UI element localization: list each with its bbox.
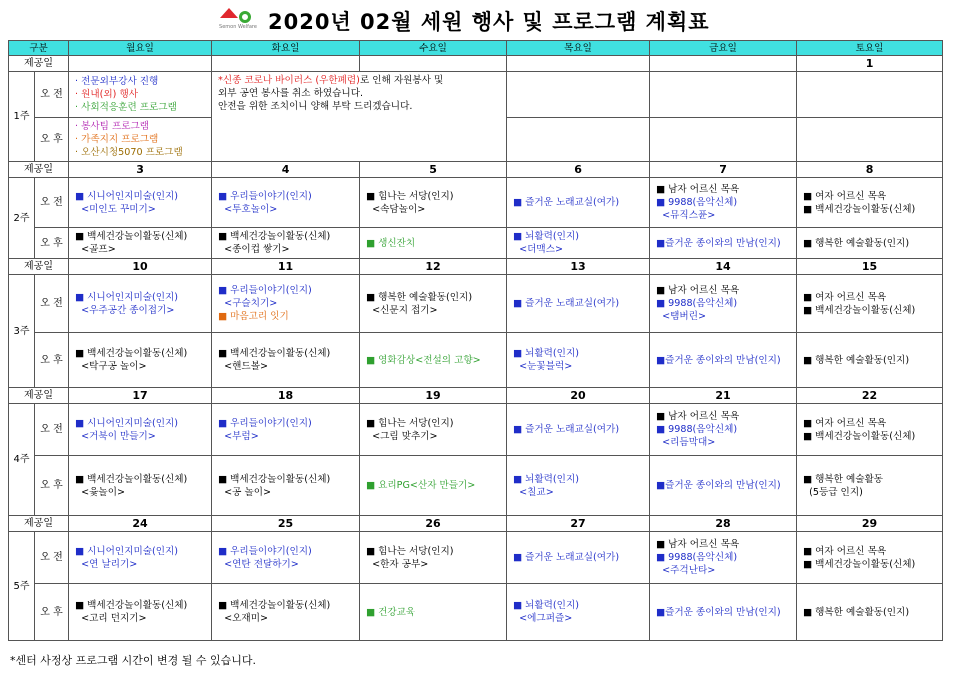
schedule-cell: [212, 178, 360, 228]
schedule-cell: [650, 275, 797, 333]
program-item: ■ 남자 어르신 목욕: [656, 184, 740, 195]
notice-cell: [212, 72, 507, 162]
date-cell: 21: [650, 388, 797, 404]
am-label: 오 전: [35, 275, 69, 333]
program-item: ■ 행복한 예술활동(인지): [803, 237, 910, 249]
schedule-cell: [212, 333, 360, 388]
schedule-cell: [650, 228, 797, 259]
date-row: [9, 388, 943, 404]
schedule-cell: [360, 532, 507, 584]
schedule-cell: [650, 118, 797, 162]
schedule-cell: [507, 456, 650, 516]
schedule-cell: [507, 72, 650, 118]
schedule-cell: [797, 275, 943, 333]
date-row: [9, 56, 943, 72]
program-item: <칠교>: [513, 486, 554, 498]
program-item: ■ 남자 어르신 목욕: [656, 411, 740, 422]
page-header: [0, 0, 960, 40]
program-item: ■ 백세건강놀이활동(신체): [218, 231, 331, 242]
program-item: ■ 백세건강놀이활동(신체): [218, 473, 331, 485]
program-item: ■ 행복한 예술활동(인지): [803, 354, 910, 366]
schedule-cell: [507, 275, 650, 333]
program-item: <거북이 만들기>: [75, 430, 156, 442]
program-item: <그림 맞추기>: [366, 430, 438, 442]
date-cell: 28: [650, 516, 797, 532]
week-label: 1주: [9, 72, 35, 162]
am-label: 오 전: [35, 178, 69, 228]
schedule-cell: [360, 275, 507, 333]
program-item: ■ 힘나는 서당(인지): [366, 545, 454, 557]
program-item: <투호놀이>: [218, 203, 278, 215]
program-item: · 원내(외) 행사: [75, 89, 138, 100]
date-cell: 26: [360, 516, 507, 532]
pm-label: 오 후: [35, 584, 69, 641]
dates-label: 제공일: [9, 388, 69, 404]
morning-row: [9, 404, 943, 456]
schedule-cell: [650, 584, 797, 641]
afternoon-row: [9, 456, 943, 516]
program-item: ■ 뇌활력(인지): [513, 600, 579, 611]
program-item: ■즐거운 종이와의 만남(인지): [656, 354, 781, 366]
program-item: ■ 9988(음악신체): [656, 298, 738, 309]
program-item: ■ 백세건강놀이활동(신체): [803, 203, 916, 215]
date-cell: 25: [212, 516, 360, 532]
program-item: <연탄 전달하기>: [218, 558, 299, 570]
schedule-cell: [507, 584, 650, 641]
program-item: ■ 여자 어르신 목욕: [803, 545, 887, 557]
date-cell: 19: [360, 388, 507, 404]
program-item: ■ 9988(음악신체): [656, 197, 738, 208]
program-item: <탬버린>: [656, 311, 706, 322]
program-item: <핸드볼>: [218, 361, 268, 372]
date-cell: [507, 56, 650, 72]
program-item: <에그퍼즐>: [513, 613, 573, 624]
program-item: ■ 우리들이야기(인지): [218, 545, 312, 557]
date-row: [9, 516, 943, 532]
program-item: ■ 백세건강놀이활동(신체): [75, 473, 188, 485]
header-friday: 금요일: [650, 41, 797, 56]
date-cell: [360, 56, 507, 72]
program-item: <미인도 꾸미기>: [75, 203, 156, 215]
schedule-cell: [507, 532, 650, 584]
schedule-cell: [69, 178, 212, 228]
schedule-cell: [212, 275, 360, 333]
program-item: <공 놀이>: [218, 486, 272, 498]
schedule-cell: [650, 532, 797, 584]
program-item: · 사회적응훈련 프로그램: [75, 102, 177, 113]
header-category: 구분: [9, 41, 69, 56]
program-item: <리듬막대>: [656, 437, 716, 448]
schedule-cell: [507, 404, 650, 456]
program-item: ■ 시니어인지미술(인지): [75, 190, 179, 202]
house-roof-icon: [220, 8, 238, 18]
program-item: <뮤직스퓬>: [656, 210, 716, 221]
program-item: ■ 행복한 예술활동(인지): [803, 606, 910, 618]
program-item: ■ 9988(음악신체): [656, 424, 738, 435]
program-item: <더맥스>: [513, 244, 563, 255]
date-cell: 11: [212, 259, 360, 275]
dates-label: 제공일: [9, 162, 69, 178]
schedule-cell: [797, 404, 943, 456]
program-item: ■ 9988(음악신체): [656, 552, 738, 563]
program-item: ■ 우리들이야기(인지): [218, 417, 312, 429]
schedule-cell: [212, 584, 360, 641]
program-item: ■ 시니어인지미술(인지): [75, 417, 179, 429]
program-item: ■ 즐거운 노래교실(여가): [513, 552, 620, 563]
program-item: ■ 여자 어르신 목욕: [803, 417, 887, 429]
notice-line-1: [218, 74, 500, 87]
am-label: 오 전: [35, 72, 69, 118]
date-row: [9, 259, 943, 275]
date-cell: 8: [797, 162, 943, 178]
schedule-cell: [360, 333, 507, 388]
program-item: ■ 즐거운 노래교실(여가): [513, 298, 620, 309]
schedule-cell: [797, 456, 943, 516]
dates-label: 제공일: [9, 516, 69, 532]
schedule-cell: [797, 178, 943, 228]
schedule-cell: [69, 275, 212, 333]
header-wednesday: 수요일: [360, 41, 507, 56]
dates-label: 제공일: [9, 259, 69, 275]
header-thursday: 목요일: [507, 41, 650, 56]
schedule-cell: [360, 228, 507, 259]
program-item: ■ 생신잔치: [366, 237, 416, 249]
schedule-cell: [69, 333, 212, 388]
schedule-cell: [797, 532, 943, 584]
date-cell: 20: [507, 388, 650, 404]
program-item: ■ 백세건강놀이활동(신체): [218, 600, 331, 611]
notice-line-3: 안전을 위한 조치이니 양해 부탁 드리겠습니다.: [218, 101, 413, 112]
am-label: 오 전: [35, 532, 69, 584]
program-item: <속담놀이>: [366, 203, 426, 215]
date-cell: 27: [507, 516, 650, 532]
program-item: ■즐거운 종이와의 만남(인지): [656, 606, 781, 618]
program-item: ■ 시니어인지미술(인지): [75, 545, 179, 557]
notice-line-1-rest: 로 인해 자원봉사 및: [359, 75, 444, 86]
schedule-cell: [650, 404, 797, 456]
footnote: *센터 사정상 프로그램 시간이 변경 될 수 있습니다.: [10, 654, 256, 667]
program-item: ■즐거운 종이와의 만남(인지): [656, 237, 781, 249]
program-item: ■ 우리들이야기(인지): [218, 190, 312, 202]
schedule-cell: [507, 178, 650, 228]
afternoon-row: [9, 333, 943, 388]
schedule-cell: [650, 72, 797, 118]
date-cell: 24: [69, 516, 212, 532]
date-cell: 1: [797, 56, 943, 72]
program-item: ■ 백세건강놀이활동(신체): [803, 558, 916, 570]
schedule-table: [8, 40, 943, 641]
program-item: <눈꽃블럭>: [513, 361, 573, 372]
schedule-cell: [360, 456, 507, 516]
date-cell: 4: [212, 162, 360, 178]
program-item: ■즐거운 종이와의 만남(인지): [656, 480, 781, 491]
date-cell: 5: [360, 162, 507, 178]
afternoon-row: [9, 584, 943, 641]
pm-label: 오 후: [35, 333, 69, 388]
schedule-cell: [212, 456, 360, 516]
center-logo: [218, 6, 262, 36]
dates-label: 제공일: [9, 56, 69, 72]
program-item: · 봉사팀 프로그램: [75, 121, 150, 132]
date-cell: 17: [69, 388, 212, 404]
schedule-cell: [650, 333, 797, 388]
header-monday: 월요일: [69, 41, 212, 56]
program-item: ■ 힘나는 서당(인지): [366, 417, 454, 429]
header-saturday: 토요일: [797, 41, 943, 56]
date-cell: 10: [69, 259, 212, 275]
program-item: <고리 던지기>: [75, 613, 147, 624]
schedule-cell: [507, 118, 650, 162]
program-item: <신문지 접기>: [366, 304, 438, 316]
schedule-cell: [507, 228, 650, 259]
pm-label: 오 후: [35, 456, 69, 516]
program-item: ■ 백세건강놀이활동(신체): [803, 304, 916, 316]
schedule-cell: [507, 333, 650, 388]
program-item: ■ 백세건강놀이활동(신체): [803, 430, 916, 442]
notice-line-2: 외부 공연 봉사를 취소 하였습니다.: [218, 88, 364, 99]
program-item: <윷놀이>: [75, 486, 125, 498]
schedule-cell: [797, 584, 943, 641]
date-cell: 12: [360, 259, 507, 275]
pm-label: 오 후: [35, 228, 69, 259]
date-cell: 3: [69, 162, 212, 178]
notice-highlight: *신종 코로나 바이러스 (우한폐렴): [218, 75, 360, 86]
header-tuesday: 화요일: [212, 41, 360, 56]
schedule-cell: [69, 228, 212, 259]
program-item: <골프>: [75, 244, 116, 255]
program-item: ■ 즐거운 노래교실(여가): [513, 424, 620, 435]
date-cell: [212, 56, 360, 72]
program-item: ■ 즐거운 노래교실(여가): [513, 197, 620, 208]
program-item: <오재미>: [218, 613, 268, 624]
program-item: ■ 우리들이야기(인지): [218, 285, 312, 296]
date-cell: [650, 56, 797, 72]
schedule-cell: [212, 404, 360, 456]
program-item: ■ 건강교육: [366, 606, 416, 618]
schedule-cell: [797, 333, 943, 388]
program-item: ■ 여자 어르신 목욕: [803, 190, 887, 202]
program-item: <탁구공 놀이>: [75, 361, 147, 372]
date-cell: 15: [797, 259, 943, 275]
schedule-cell: [797, 118, 943, 162]
schedule-cell: [69, 72, 212, 118]
date-cell: 18: [212, 388, 360, 404]
program-item: · 오산시청5070 프로그램: [75, 147, 183, 158]
weekday-header-row: [9, 41, 943, 56]
morning-row: [9, 72, 943, 118]
schedule-cell: [797, 228, 943, 259]
date-cell: 14: [650, 259, 797, 275]
program-item: ■ 행복한 예술활동(인지): [366, 291, 473, 303]
program-item: ■ 뇌활력(인지): [513, 231, 579, 242]
circle-icon: [239, 11, 251, 23]
date-cell: [69, 56, 212, 72]
am-label: 오 전: [35, 404, 69, 456]
week-label: 3주: [9, 275, 35, 388]
morning-row: [9, 275, 943, 333]
program-item: <부럼>: [218, 430, 259, 442]
program-item: ■ 여자 어르신 목욕: [803, 291, 887, 303]
date-row: [9, 162, 943, 178]
program-item: ■ 힘나는 서당(인지): [366, 190, 454, 202]
morning-row: [9, 532, 943, 584]
date-cell: 6: [507, 162, 650, 178]
program-item: ■ 백세건강놀이활동(신체): [75, 231, 188, 242]
week-label: 4주: [9, 404, 35, 516]
program-item: <종이컵 쌓기>: [218, 244, 290, 255]
schedule-cell: [69, 404, 212, 456]
date-cell: 13: [507, 259, 650, 275]
pm-label: 오 후: [35, 118, 69, 162]
date-cell: 22: [797, 388, 943, 404]
program-item: · 가족지지 프로그램: [75, 134, 159, 145]
schedule-cell: [69, 118, 212, 162]
date-cell: 29: [797, 516, 943, 532]
program-item: ■ 요리PG<산자 만들기>: [366, 480, 476, 491]
program-item: · 전문외부강사 진행: [75, 76, 159, 87]
program-item: ■ 남자 어르신 목욕: [656, 539, 740, 550]
program-item: <구슬치기>: [218, 298, 278, 309]
schedule-cell: [650, 178, 797, 228]
schedule-cell: [360, 584, 507, 641]
page-title: 2020년 02월 세원 행사 및 프로그램 계획표: [268, 10, 710, 34]
morning-row: [9, 178, 943, 228]
schedule-cell: [69, 532, 212, 584]
program-item: (5등급 인지): [803, 486, 863, 498]
program-item: ■ 뇌활력(인지): [513, 348, 579, 359]
date-cell: 7: [650, 162, 797, 178]
week-label: 5주: [9, 532, 35, 641]
program-item: ■ 마음고리 잇기: [218, 311, 289, 322]
schedule-cell: [69, 584, 212, 641]
week-label: 2주: [9, 178, 35, 259]
program-item: <한자 공부>: [366, 558, 429, 570]
afternoon-row: [9, 228, 943, 259]
schedule-cell: [797, 72, 943, 118]
program-item: <우주공간 종이접기>: [75, 304, 175, 316]
logo-text: Semon Welfare: [219, 24, 257, 30]
schedule-cell: [360, 404, 507, 456]
program-item: ■ 백세건강놀이활동(신체): [75, 348, 188, 359]
program-item: ■ 시니어인지미술(인지): [75, 291, 179, 303]
program-item: ■ 백세건강놀이활동(신체): [218, 348, 331, 359]
schedule-cell: [69, 456, 212, 516]
program-item: ■ 행복한 예술활동: [803, 473, 884, 485]
program-item: ■ 영화감상<전설의 고향>: [366, 354, 481, 366]
schedule-cell: [360, 178, 507, 228]
program-item: ■ 남자 어르신 목욕: [656, 285, 740, 296]
program-item: ■ 뇌활력(인지): [513, 473, 579, 485]
schedule-cell: [212, 532, 360, 584]
program-item: <연 날리기>: [75, 558, 138, 570]
schedule-cell: [212, 228, 360, 259]
program-item: <주걱난타>: [656, 565, 716, 576]
schedule-cell: [650, 456, 797, 516]
program-item: ■ 백세건강놀이활동(신체): [75, 600, 188, 611]
